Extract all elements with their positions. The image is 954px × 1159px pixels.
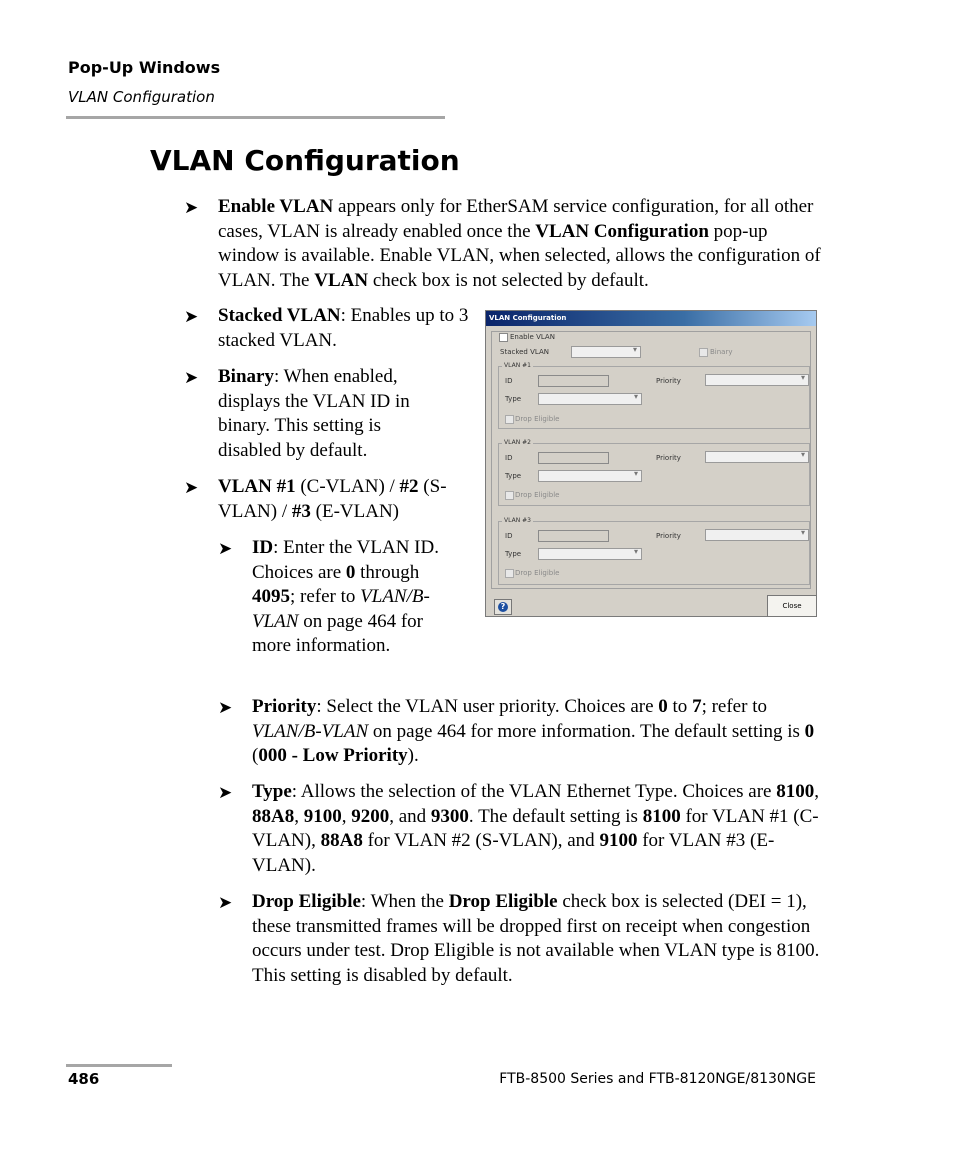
stacked-vlan-select[interactable] (571, 346, 641, 358)
bullet-enable-vlan: Enable VLAN appears only for EtherSAM service configuration, for all other cases, VLAN is already enabled once the VLAN Configuration pop-up window is available. Enable VLAN, when selected, allows the configuration of VLAN. The VLAN check box is not selected by default. (218, 196, 821, 291)
close-button[interactable]: Close (767, 595, 817, 617)
bullet-arrow-icon: ➤ (184, 478, 199, 497)
enable-vlan-label: Enable VLAN (510, 333, 555, 341)
vlan-3-type-select[interactable] (538, 548, 642, 560)
vlan-configuration-dialog (485, 310, 817, 617)
vlan-1-priority-label: Priority (656, 377, 681, 385)
header-rule (66, 116, 445, 119)
stacked-vlan-label: Stacked VLAN (500, 348, 549, 356)
vlan-1-id-input[interactable] (538, 375, 609, 387)
help-icon: ? (498, 602, 508, 612)
vlan-1-type-select[interactable] (538, 393, 642, 405)
vlan-1-type-label: Type (505, 395, 522, 403)
bullet-arrow-icon: ➤ (218, 698, 233, 717)
bullet-arrow-icon: ➤ (218, 783, 233, 802)
vlan-3-id-label: ID (505, 532, 513, 540)
vlan-2-drop-eligible-label: Drop Eligible (515, 491, 560, 499)
dialog-title-bar: VLAN Configuration (486, 311, 816, 326)
vlan-2-priority-label: Priority (656, 454, 681, 462)
help-button[interactable] (494, 599, 512, 615)
vlan-3-priority-label: Priority (656, 532, 681, 540)
vlan-2-type-select[interactable] (538, 470, 642, 482)
vlan-1-id-label: ID (505, 377, 513, 385)
bullet-stacked-vlan: Stacked VLAN: Enables up to 3 stacked VLAN. (218, 305, 469, 351)
running-header-subsection: VLAN Configuration (68, 88, 215, 106)
vlan-1-drop-eligible-checkbox[interactable] (505, 415, 514, 424)
bullet-priority: Priority: Select the VLAN user priority. Choices are 0 to 7; refer to VLAN/B-VLAN on page 464 for more information. The default setting is 0 (000 - Low Priority). (252, 696, 815, 766)
vlan-1-drop-eligible-label: Drop Eligible (515, 415, 560, 423)
binary-label: Binary (710, 348, 733, 356)
enable-vlan-checkbox[interactable] (499, 333, 508, 342)
vlan-3-drop-eligible-checkbox[interactable] (505, 569, 514, 578)
vlan-2-type-label: Type (505, 472, 522, 480)
vlan-1-priority-select[interactable] (705, 374, 809, 386)
vlan-3-priority-select[interactable] (705, 529, 809, 541)
vlan-3-type-label: Type (505, 550, 522, 558)
vlan-3-drop-eligible-label: Drop Eligible (515, 569, 560, 577)
bullet-arrow-icon: ➤ (218, 893, 233, 912)
page-number: 486 (68, 1070, 100, 1088)
vlan-1-group-label: VLAN #1 (504, 362, 531, 369)
binary-checkbox[interactable] (699, 348, 708, 357)
vlan-2-id-input[interactable] (538, 452, 609, 464)
vlan-3-id-input[interactable] (538, 530, 609, 542)
bullet-arrow-icon: ➤ (184, 368, 199, 387)
bullet-id: ID: Enter the VLAN ID. Choices are 0 through 4095; refer to VLAN/B-VLAN on page 464 for more information. (252, 537, 439, 656)
bullet-vlan-levels: VLAN #1 (C-VLAN) / #2 (S-VLAN) / #3 (E-VLAN) (218, 476, 447, 522)
vlan-2-priority-select[interactable] (705, 451, 809, 463)
bullet-arrow-icon: ➤ (184, 307, 199, 326)
footer-rule (66, 1064, 172, 1067)
vlan-2-id-label: ID (505, 454, 513, 462)
footer-product-name: FTB-8500 Series and FTB-8120NGE/8130NGE (499, 1071, 816, 1087)
running-header-section: Pop-Up Windows (68, 58, 221, 77)
bullet-binary: Binary: When enabled, displays the VLAN ID in binary. This setting is disabled by default. (218, 366, 410, 461)
bullet-type: Type: Allows the selection of the VLAN Ethernet Type. Choices are 8100, 88A8, 9100, 9200, and 9300. The default setting is 8100 for VLAN #1 (C-VLAN), 88A8 for VLAN #2 (S-VLAN), and 9100 for VLAN #3 (E-VLAN). (252, 781, 819, 876)
page-title: VLAN Configuration (150, 144, 460, 177)
vlan-2-group-label: VLAN #2 (504, 439, 531, 446)
bullet-arrow-icon: ➤ (218, 539, 233, 558)
vlan-3-group-label: VLAN #3 (504, 517, 531, 524)
vlan-2-drop-eligible-checkbox[interactable] (505, 491, 514, 500)
bullet-drop-eligible: Drop Eligible: When the Drop Eligible check box is selected (DEI = 1), these transmitted frames will be dropped first on receipt when congestion occurs under test. Drop Eligible is not available when VLAN type is 8100. This setting is disabled by default. (252, 891, 820, 986)
bullet-arrow-icon: ➤ (184, 198, 199, 217)
